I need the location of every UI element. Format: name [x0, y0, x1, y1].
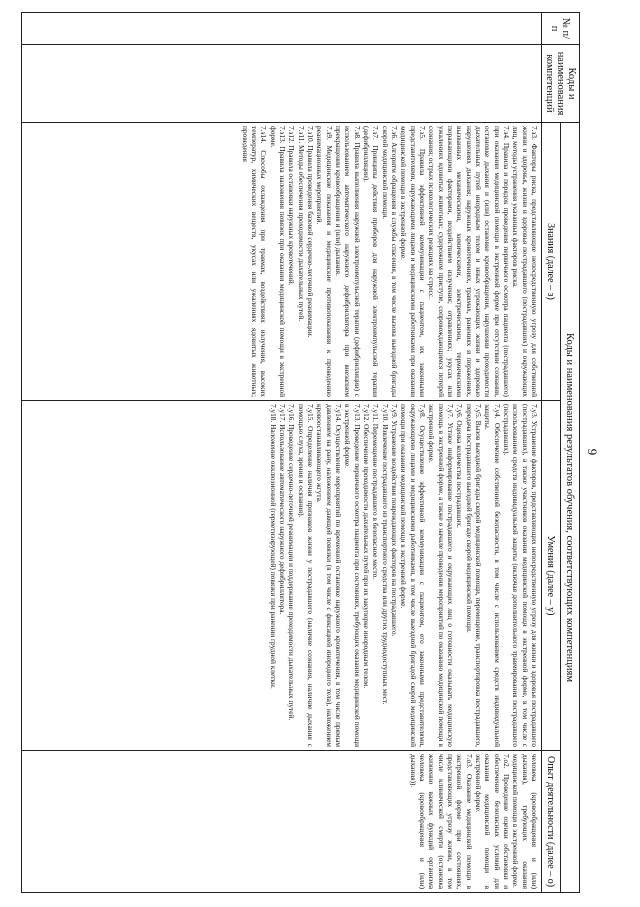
rotated-table-frame [20, 12, 600, 892]
header-skills: Умения (далее – у) [542, 401, 561, 751]
skill-item: 7.у15. Определение наличия признаков жизни у пострадавшего (наличие сознания, наличие дыхания с помощью слуха, зрения и осязания). [296, 404, 316, 747]
skill-item: 7.у9. Устранение воздействия повреждающих факторов на пострадавшего. [390, 404, 400, 637]
skill-item: 7.у14. Осуществление мероприятий по временной остановке наружного кровотечения, в том числе прямым давлением на рану, наложением давящей повязки (в том числе с фиксацией инородного тела), наложением кровоостанавливающего жгута. [315, 404, 344, 747]
skill-item: 7.у7. Устное информирование пострадавшего и окружающих лиц о готовности оказывать медицинскую помощь в экстренной форме, а также о начале проведения мероприятий по оказанию медицинской помощи в экстренной форме. [427, 404, 456, 747]
header-results-caption: Коды и наименования результатов обучения, соответствующих компетенциям [561, 123, 580, 893]
experience-item: 7.о3. Оказание медицинской помощи в экстренной форме при состояниях, представляющих угрозу жизни, в том числе клинической смерти (остановка жизненно важных функций организма человека (кровообращения и (или) дыхания)). [408, 754, 474, 890]
skill-item: 7.у18. Наложение окклюзионной (герметизирующей) повязки при ранении грудной клетки. [268, 404, 278, 689]
experience-item: 7.о2. Проведение оценки обстановки и обеспечение безопасных условий для оказания медицинской помощи в экстренной форме. [474, 754, 512, 890]
cell-codes [22, 45, 542, 123]
table-subheader-row [542, 13, 561, 893]
knowledge-item: 7.з8. Правила выполнения наружной электроимпульсной терапии (дефибрилляции) с использованием автоматического наружного дефибриллятора при внезапном прекращении кровообращения и (или) дыхания. [334, 126, 362, 397]
cell-num [22, 13, 542, 45]
skill-item: 7.у6. Оценка количества пострадавших. [455, 404, 465, 528]
cell-experience [22, 751, 542, 893]
skill-item: 7.у13. Проведение первичного осмотра пациента при состояниях, требующих оказания медицинской помощи в экстренной форме. [343, 404, 362, 747]
skill-item: 7.у12. Обеспечение проходимости дыхательных путей при их закупорке инородным телом. [362, 404, 372, 689]
knowledge-item: 7.з6. Алгоритм обращения в службы спасения, в том числе вызова выездной бригады скорой медицинской помощи. [380, 126, 400, 397]
cell-skills [22, 401, 542, 751]
skill-item: 7.у3. Устранение факторов, представляющих непосредственную угрозу для жизни и здоровья пострадавшего (пострадавших), а также участников оказания медицинской помощи в экстренной форме, в том числе с использованием средств индивидуальной защиты (включая дополнительного травмирования пострадавшего (пострадавших). [502, 404, 539, 747]
skill-item: 7.у4. Обеспечение собственной безопасности, в том числе с использованием средств индивидуальной защиты. [483, 404, 502, 747]
skill-item: 7.у11. Перемещение пострадавшего в безопасное место. [371, 404, 381, 580]
competencies-table [21, 12, 580, 893]
knowledge-item: 7.з4. Правила и порядок проведения первичного осмотра пациента (пострадавшего) при оказании медицинской помощи в экстренной форме при отсутствии сознания, остановке дыхания и (или) остановке кровообращения, нарушении проходимости дыхательных путей инородным телом и иных угрожающих жизни и здоровью нарушениях дыхания; наружных кровотечениях, травмах, ранениях и поражениях, вызванных механическими, химическими, электрическими, термическими поражающими факторами, воздействием излучения; отравлениях; укусах или ужалениях ядовитых животных; судорожном приступе, сопровождающимся потерей сознания; острых психологических реакциях на стресс. [427, 126, 512, 397]
header-codes: Коды и наименования компетенций [542, 45, 580, 123]
knowledge-item: 7.з10. Правила проведения базовой сердечно-легочной реанимации. [306, 126, 316, 338]
knowledge-item: 7.з9. Медицинские показания и медицинские противопоказания к проведению реанимационных мероприятий. [315, 126, 334, 397]
skill-item: 7.у10. Извлечение пострадавшего из транспортного средства или других труднодоступных мест. [380, 404, 390, 705]
knowledge-item: 7.з11. Методы обеспечения проходимости дыхательных путей. [296, 126, 306, 322]
cell-knowledge [22, 123, 542, 401]
page-number: 9 [585, 448, 600, 456]
skill-item: 7.у8. Осуществление эффективной коммуникации с пациентом, его законными представителями, окружающими лицами и медицинскими работниками, в том числе выездной бригадой скорой медицинской помощи при оказании медицинской помощи в экстренной форме. [399, 404, 428, 747]
knowledge-item: 7.з3. Факторы риска, представляющие непосредственную угрозу для собственной жизни и здоровья, жизни и здоровья пострадавшего (пострадавших) и окружающих лиц, методы устранения указанных факторов риска. [511, 126, 539, 397]
skill-item: 7.у5. Вызов выездной бригады скорой медицинской помощи, перемещение, транспортировка пострадавшего, передача пострадавшего выездной бригаде скорой медицинской помощи. [464, 404, 484, 747]
knowledge-item: 7.з5. Правила эффективной коммуникации с пациентом, их законными представителями, окружающими лицами и медицинскими работниками при оказании медицинской помощи в экстренной форме. [399, 126, 428, 397]
header-num: № п/п [542, 13, 580, 45]
skill-item: 7.у17. Использование автоматического наружного дефибриллятора. [278, 404, 288, 615]
table-row [22, 13, 542, 893]
knowledge-item: 7.з7. Принципы действия приборов для наружной электроимпульсной терапии (дефибрилляции). [362, 126, 381, 397]
header-experience: Опыт деятельности (далее – о) [542, 751, 561, 893]
knowledge-item: 7.з12. Правила остановки наружных кровотечений. [287, 126, 297, 286]
table-header-row [561, 13, 580, 893]
skill-item: 7.у16. Проведение сердечно-легочной реанимации и поддержание проходимости дыхательных путей. [287, 404, 297, 721]
knowledge-item: 7.з13. Правила наложения повязок при оказании медицинской помощи в экстренной форме. [268, 126, 288, 397]
experience-item: человека (кровообращения и (или) дыхания), требующих оказания медицинской помощи в экстренной форме. [511, 754, 539, 890]
header-knowledge: Знания (далее – з) [542, 123, 561, 401]
knowledge-item: 7.з14. Способы охлаждения при травмах, воздействиях излучения, высоких температур, химических веществ, укусах или ужалениях ядовитых животных; проведения [240, 126, 269, 397]
